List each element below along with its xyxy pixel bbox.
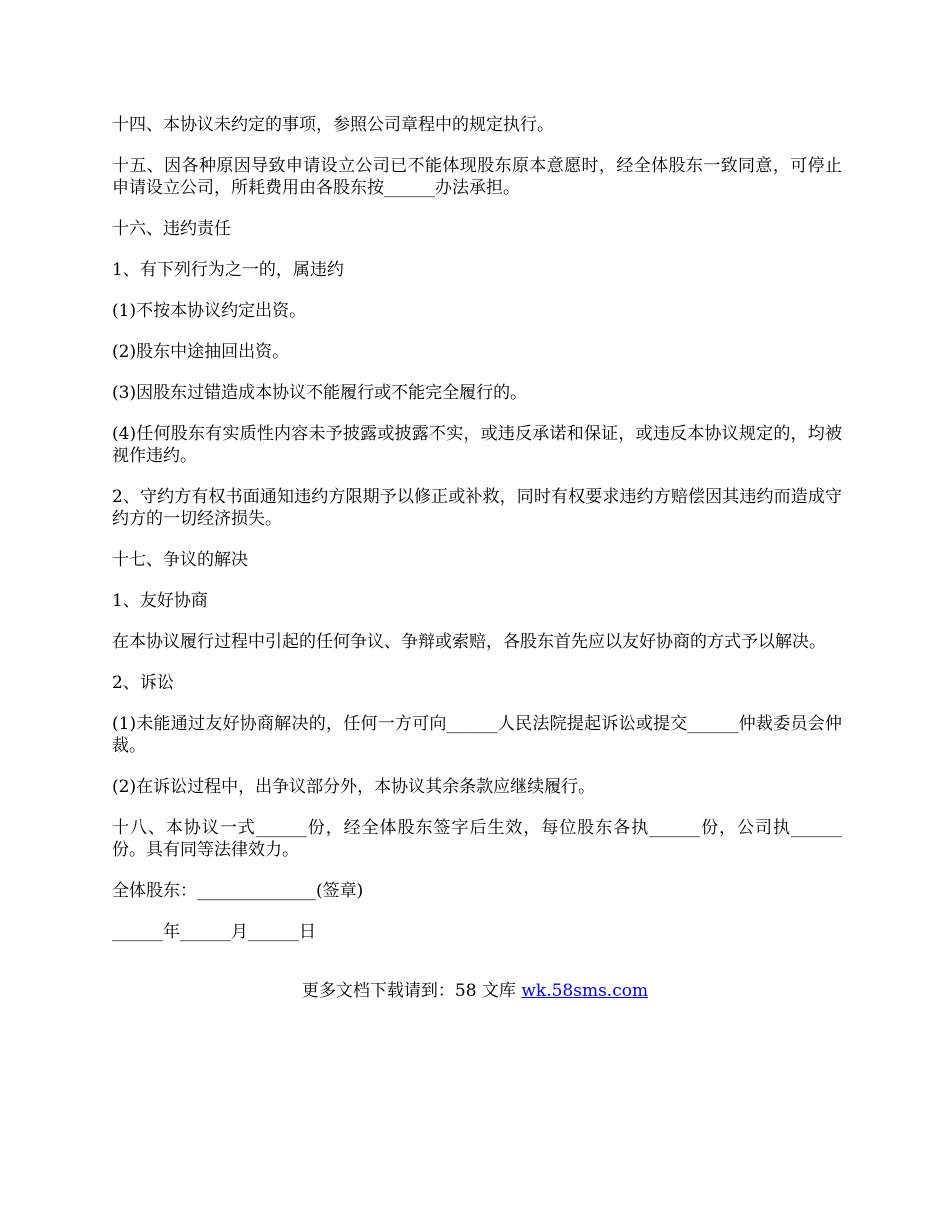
download-footer <box>0 980 950 1002</box>
signature-line: 全体股东：______________(签章) <box>112 881 364 901</box>
clause-17-heading: 十七、争议的解决 <box>112 550 248 570</box>
document-body <box>112 114 842 962</box>
breach-item-1: 1、有下列行为之一的，属违约 <box>112 260 344 280</box>
dispute-negotiation-text: 在本协议履行过程中引起的任何争议、争辩或索赔，各股东首先应以友好协商的方式予以解决。 <box>112 632 826 652</box>
litigation-subitem-1: (1)未能通过友好协商解决的，任何一方可向______人民法院提起诉讼或提交______仲裁委员会仲裁。 <box>112 714 842 756</box>
clause-15: 十五、因各种原因导致申请设立公司已不能体现股东原本意愿时，经全体股东一致同意，可停止申请设立公司，所耗费用由各股东按______办法承担。 <box>112 156 842 198</box>
clause-18: 十八、本协议一式______份，经全体股东签字后生效，每位股东各执______份，公司执______份。具有同等法律效力。 <box>112 818 842 860</box>
date-line: ______年______月______日 <box>112 922 316 942</box>
breach-subitem-4: (4)任何股东有实质性内容未予披露或披露不实，或违反承诺和保证，或违反本协议规定的，均被视作违约。 <box>112 424 842 466</box>
dispute-item-1: 1、友好协商 <box>112 591 208 611</box>
breach-subitem-2: (2)股东中途抽回出资。 <box>112 342 290 362</box>
clause-16-heading: 十六、违约责任 <box>112 219 231 239</box>
footer-text: 更多文档下载请到：58 文库 <box>301 981 522 1001</box>
breach-subitem-3: (3)因股东过错造成本协议不能履行或不能完全履行的。 <box>112 383 528 403</box>
breach-item-2: 2、守约方有权书面通知违约方限期予以修正或补救，同时有权要求违约方赔偿因其违约而造成守约方的一切经济损失。 <box>112 487 842 529</box>
clause-14: 十四、本协议未约定的事项，参照公司章程中的规定执行。 <box>112 115 554 135</box>
litigation-subitem-2: (2)在诉讼过程中，出争议部分外，本协议其余条款应继续履行。 <box>112 777 596 797</box>
footer-link[interactable]: wk.58sms.com <box>521 981 649 1001</box>
breach-subitem-1: (1)不按本协议约定出资。 <box>112 301 307 321</box>
dispute-item-2: 2、诉讼 <box>112 673 174 693</box>
